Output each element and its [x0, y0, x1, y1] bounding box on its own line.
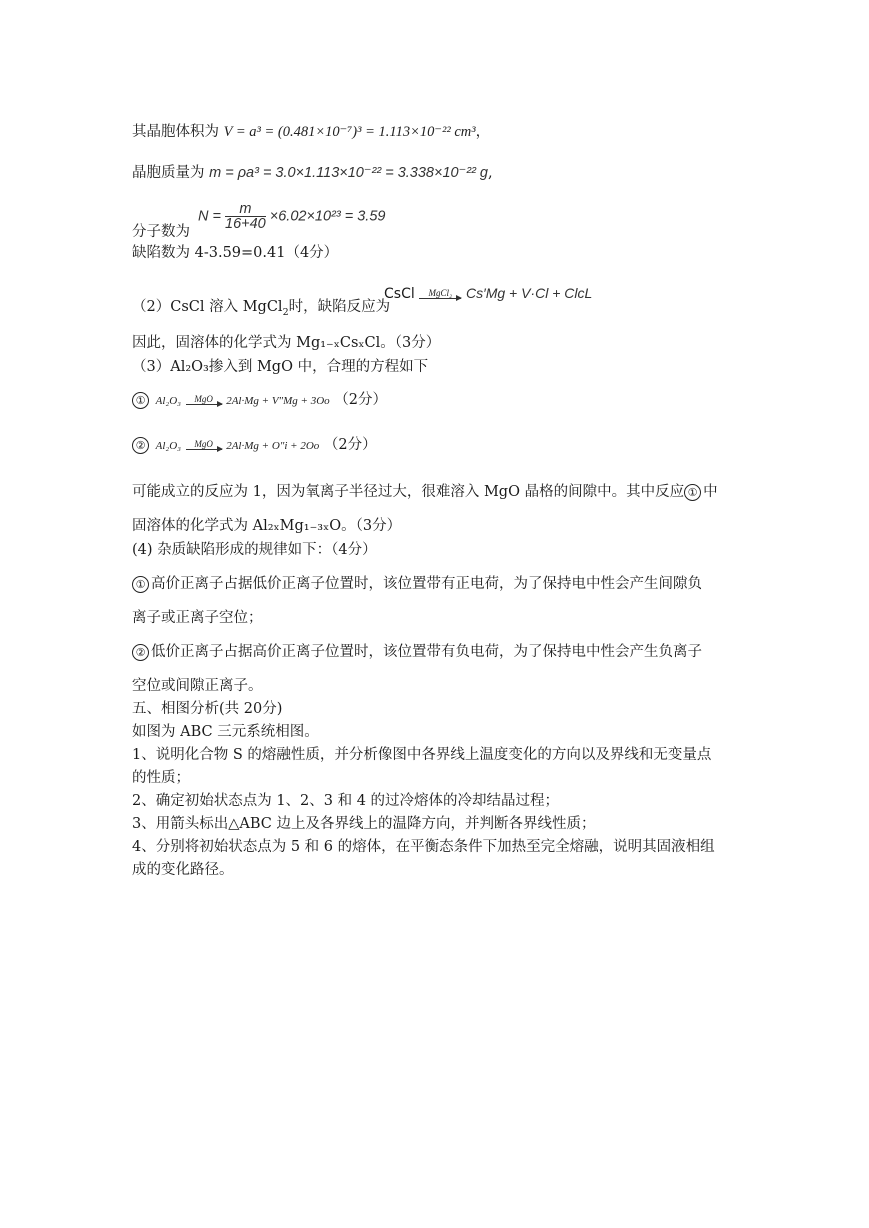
rule-1-line — [132, 574, 702, 594]
reactant: CsCl — [384, 286, 415, 302]
cscl-text2: 时，缺陷反应为 — [288, 299, 391, 315]
fraction — [225, 202, 266, 231]
punct: ， — [475, 124, 491, 140]
arrow-label: MgO — [194, 439, 213, 449]
defect-count-line: 缺陷数为 4-3.59=0.41（4分） — [132, 245, 339, 261]
arrow-label: MgCl₂ — [428, 288, 453, 298]
impurity-rules-heading: (4) 杂质缺陷形成的规律如下：（4分） — [132, 542, 377, 558]
question-2: 2、确定初始状态点为 1、2、3 和 4 的过冷熔体的冷却结晶过程； — [132, 793, 560, 809]
cell-mass-line — [132, 163, 493, 183]
products: Cs′Mg + V·Cl + ClcL — [465, 285, 593, 301]
eq-rest: ×6.02×10²³ = 3.59 — [269, 208, 386, 225]
solid-solution-formula-line: 因此，固溶体的化学式为 Mg₁₋ₓCsₓCl。（3分） — [132, 335, 441, 351]
al2o3-doping-line: （3）Al₂O₃掺入到 MgO 中，合理的方程如下 — [132, 359, 429, 375]
rule-text: 低价正离子占据高价正离子位置时，该位置带有负电荷，为了保持电中性会产生负离子 — [151, 644, 702, 660]
section-five-heading: 五、相图分析(共 20分) — [132, 701, 283, 717]
reaction-arrow — [419, 289, 461, 299]
question-1: 1、说明化合物 S 的熔融性质，并分析像图中各界线上温度变化的方向以及界线和无变量点 — [132, 747, 712, 763]
cell-mass-equation: m = ρa³ = 3.0×1.113×10⁻²² = 3.338×10⁻²² g — [209, 165, 488, 181]
question-4-continuation: 成的变化路径。 — [132, 862, 234, 878]
subscript: 2 — [282, 306, 289, 318]
arrow-bar — [186, 404, 222, 405]
eq-n: N = — [198, 208, 221, 225]
products: 2Al·Mg + O″i + 2Oo — [226, 440, 320, 452]
cscl-text: （2）CsCl 溶入 MgCl — [132, 299, 283, 315]
question-4: 4、分别将初始状态点为 5 和 6 的熔体，在平衡态条件下加热至完全熔融，说明其固液相组 — [132, 839, 715, 855]
arrow-bar — [186, 449, 222, 450]
equation-1 — [132, 390, 387, 411]
circled-number-2: ② — [132, 644, 149, 661]
score: （2分） — [323, 437, 377, 453]
paragraph-text: 可能成立的反应为 1，因为氧离子半径过大，很难溶入 MgO 晶格的间隙中。其中反应 — [132, 484, 685, 500]
al-mg-formula-line: 固溶体的化学式为 Al₂ₓMg₁₋₃ₓO。（3分） — [132, 518, 402, 534]
arrow-bar — [419, 298, 461, 299]
reactant: Al₂O₃ — [155, 395, 181, 407]
cell-mass-label: 晶胞质量为 — [132, 165, 205, 181]
circled-number-2: ② — [132, 437, 149, 454]
circled-number-1: ① — [132, 392, 149, 409]
rule-text: 高价正离子占据低价正离子位置时，该位置带有正电荷，为了保持电中性会产生间隙负 — [151, 576, 702, 592]
feasible-reaction-line — [132, 482, 718, 502]
question-1-continuation: 的性质； — [132, 770, 190, 786]
rule-1-continuation: 离子或正离子空位； — [132, 610, 263, 626]
cell-volume-equation: V = a³ = (0.481×10⁻⁷)³ = 1.113×10⁻²² cm³ — [223, 124, 476, 140]
paragraph-tail: 中 — [703, 484, 718, 500]
reaction-arrow — [186, 440, 222, 450]
equation-2 — [132, 435, 377, 456]
molecule-count-line — [132, 200, 386, 242]
cscl-line — [132, 285, 593, 323]
numerator: m — [225, 202, 266, 217]
reaction-arrow — [186, 395, 222, 405]
arrow-label: MgO — [194, 394, 213, 404]
molecule-count-label: 分子数为 — [132, 224, 190, 240]
denominator: 16+40 — [225, 216, 266, 232]
circled-number-1: ① — [684, 484, 701, 501]
circled-number-1: ① — [132, 576, 149, 593]
cscl-reaction — [384, 283, 592, 304]
punct: , — [488, 165, 493, 181]
cell-volume-label: 其晶胞体积为 — [132, 124, 219, 140]
products: 2Al·Mg + V″Mg + 3Oo — [226, 395, 330, 407]
rule-2-line — [132, 642, 702, 662]
cell-volume-line — [132, 122, 490, 142]
rule-2-continuation: 空位或间隙正离子。 — [132, 678, 263, 694]
phase-diagram-intro: 如图为 ABC 三元系统相图。 — [132, 724, 319, 740]
question-3: 3、用箭头标出△ABC 边上及各界线上的温降方向，并判断各界线性质； — [132, 816, 596, 832]
reactant: Al₂O₃ — [155, 440, 181, 452]
molecule-count-equation — [198, 202, 385, 231]
score: （2分） — [334, 392, 387, 408]
